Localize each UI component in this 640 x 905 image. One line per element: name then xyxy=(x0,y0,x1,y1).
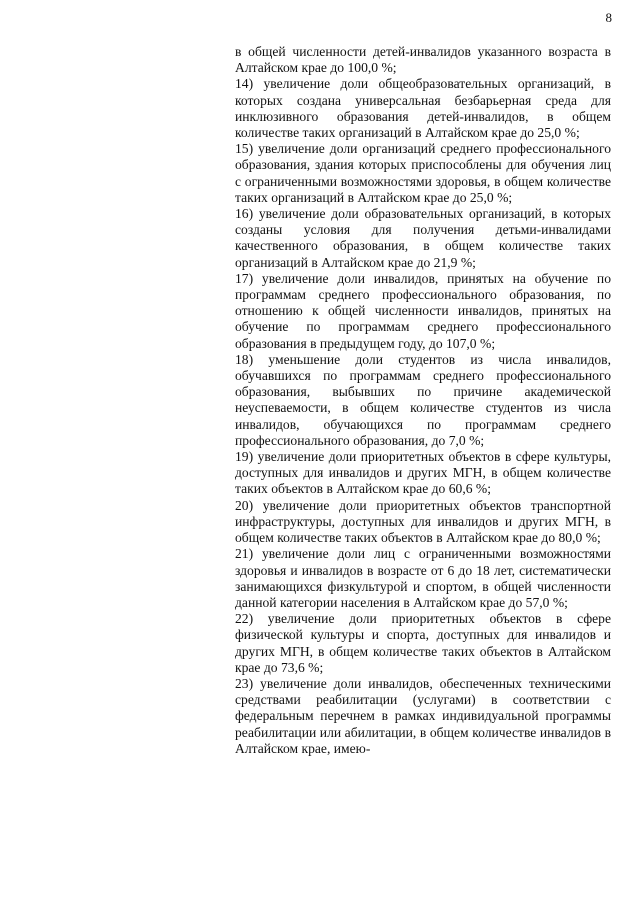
list-item-16: 16) увеличение доли образовательных организаций, в которых созданы условия для получения детьми-инвалидами качественного образования, в общем количестве таких организаций в Алтайском крае до 21,9 %; xyxy=(235,206,611,270)
list-item-21: 21) увеличение доли лиц с ограниченными возможностями здоровья и инвалидов в возрасте от 6 до 18 лет, систематически занимающихся физкультурой и спортом, в общей численности данной категории населения в Алтайском крае до 57,0 %; xyxy=(235,546,611,610)
list-item-23: 23) увеличение доли инвалидов, обеспеченных техническими средствами реабилитации (услугами) в соответствии с федеральным перечнем в рамках индивидуальной программы реабилитации или абилитации, в общем количестве инвалидов в Алтайском крае, имею- xyxy=(235,675,611,756)
list-item-14: 14) увеличение доли общеобразовательных организаций, в которых создана универсальная безбарьерная среда для инклюзивного образования детей-инвалидов, в общем количестве таких организаций в Алтайском крае до 25,0 %; xyxy=(235,76,611,141)
list-item-18: 18) уменьшение доли студентов из числа инвалидов, обучавшихся по программам среднего профессионального образования, выбывших по причине академической неуспеваемости, в общем количестве студентов из числа инвалидов, обучающихся по программам среднего профессионального образования, до 7,0 %; xyxy=(235,351,611,448)
paragraph-continuation: в общей численности детей-инвалидов указанного возраста в Алтайском крае до 100,0 %; xyxy=(235,44,611,76)
list-item-17: 17) увеличение доли инвалидов, принятых на обучение по программам среднего профессионального образования, по отношению к общей численности инвалидов, принятых на обучение по программам среднего профессионального образования в предыдущем году, до 107,0 %; xyxy=(235,270,611,351)
document-body xyxy=(235,44,611,757)
list-item-20: 20) увеличение доли приоритетных объектов транспортной инфраструктуры, доступных для инвалидов и других МГН, в общем количестве таких объектов в Алтайском крае до 80,0 %; xyxy=(235,497,611,546)
list-item-19: 19) увеличение доли приоритетных объектов в сфере культуры, доступных для инвалидов и других МГН, в общем количестве таких объектов в Алтайском крае до 60,6 %; xyxy=(235,449,611,497)
list-item-15: 15) увеличение доли организаций среднего профессионального образования, здания которых приспособлены для обучения лиц с ограниченными возможностями здоровья, в общем количестве таких организаций в Алтайском крае до 25,0 %; xyxy=(235,141,611,205)
list-item-22: 22) увеличение доли приоритетных объектов в сфере физической культуры и спорта, доступных для инвалидов и других МГН, в общем количестве таких объектов в Алтайском крае до 73,6 %; xyxy=(235,611,611,675)
page-number: 8 xyxy=(605,10,612,25)
